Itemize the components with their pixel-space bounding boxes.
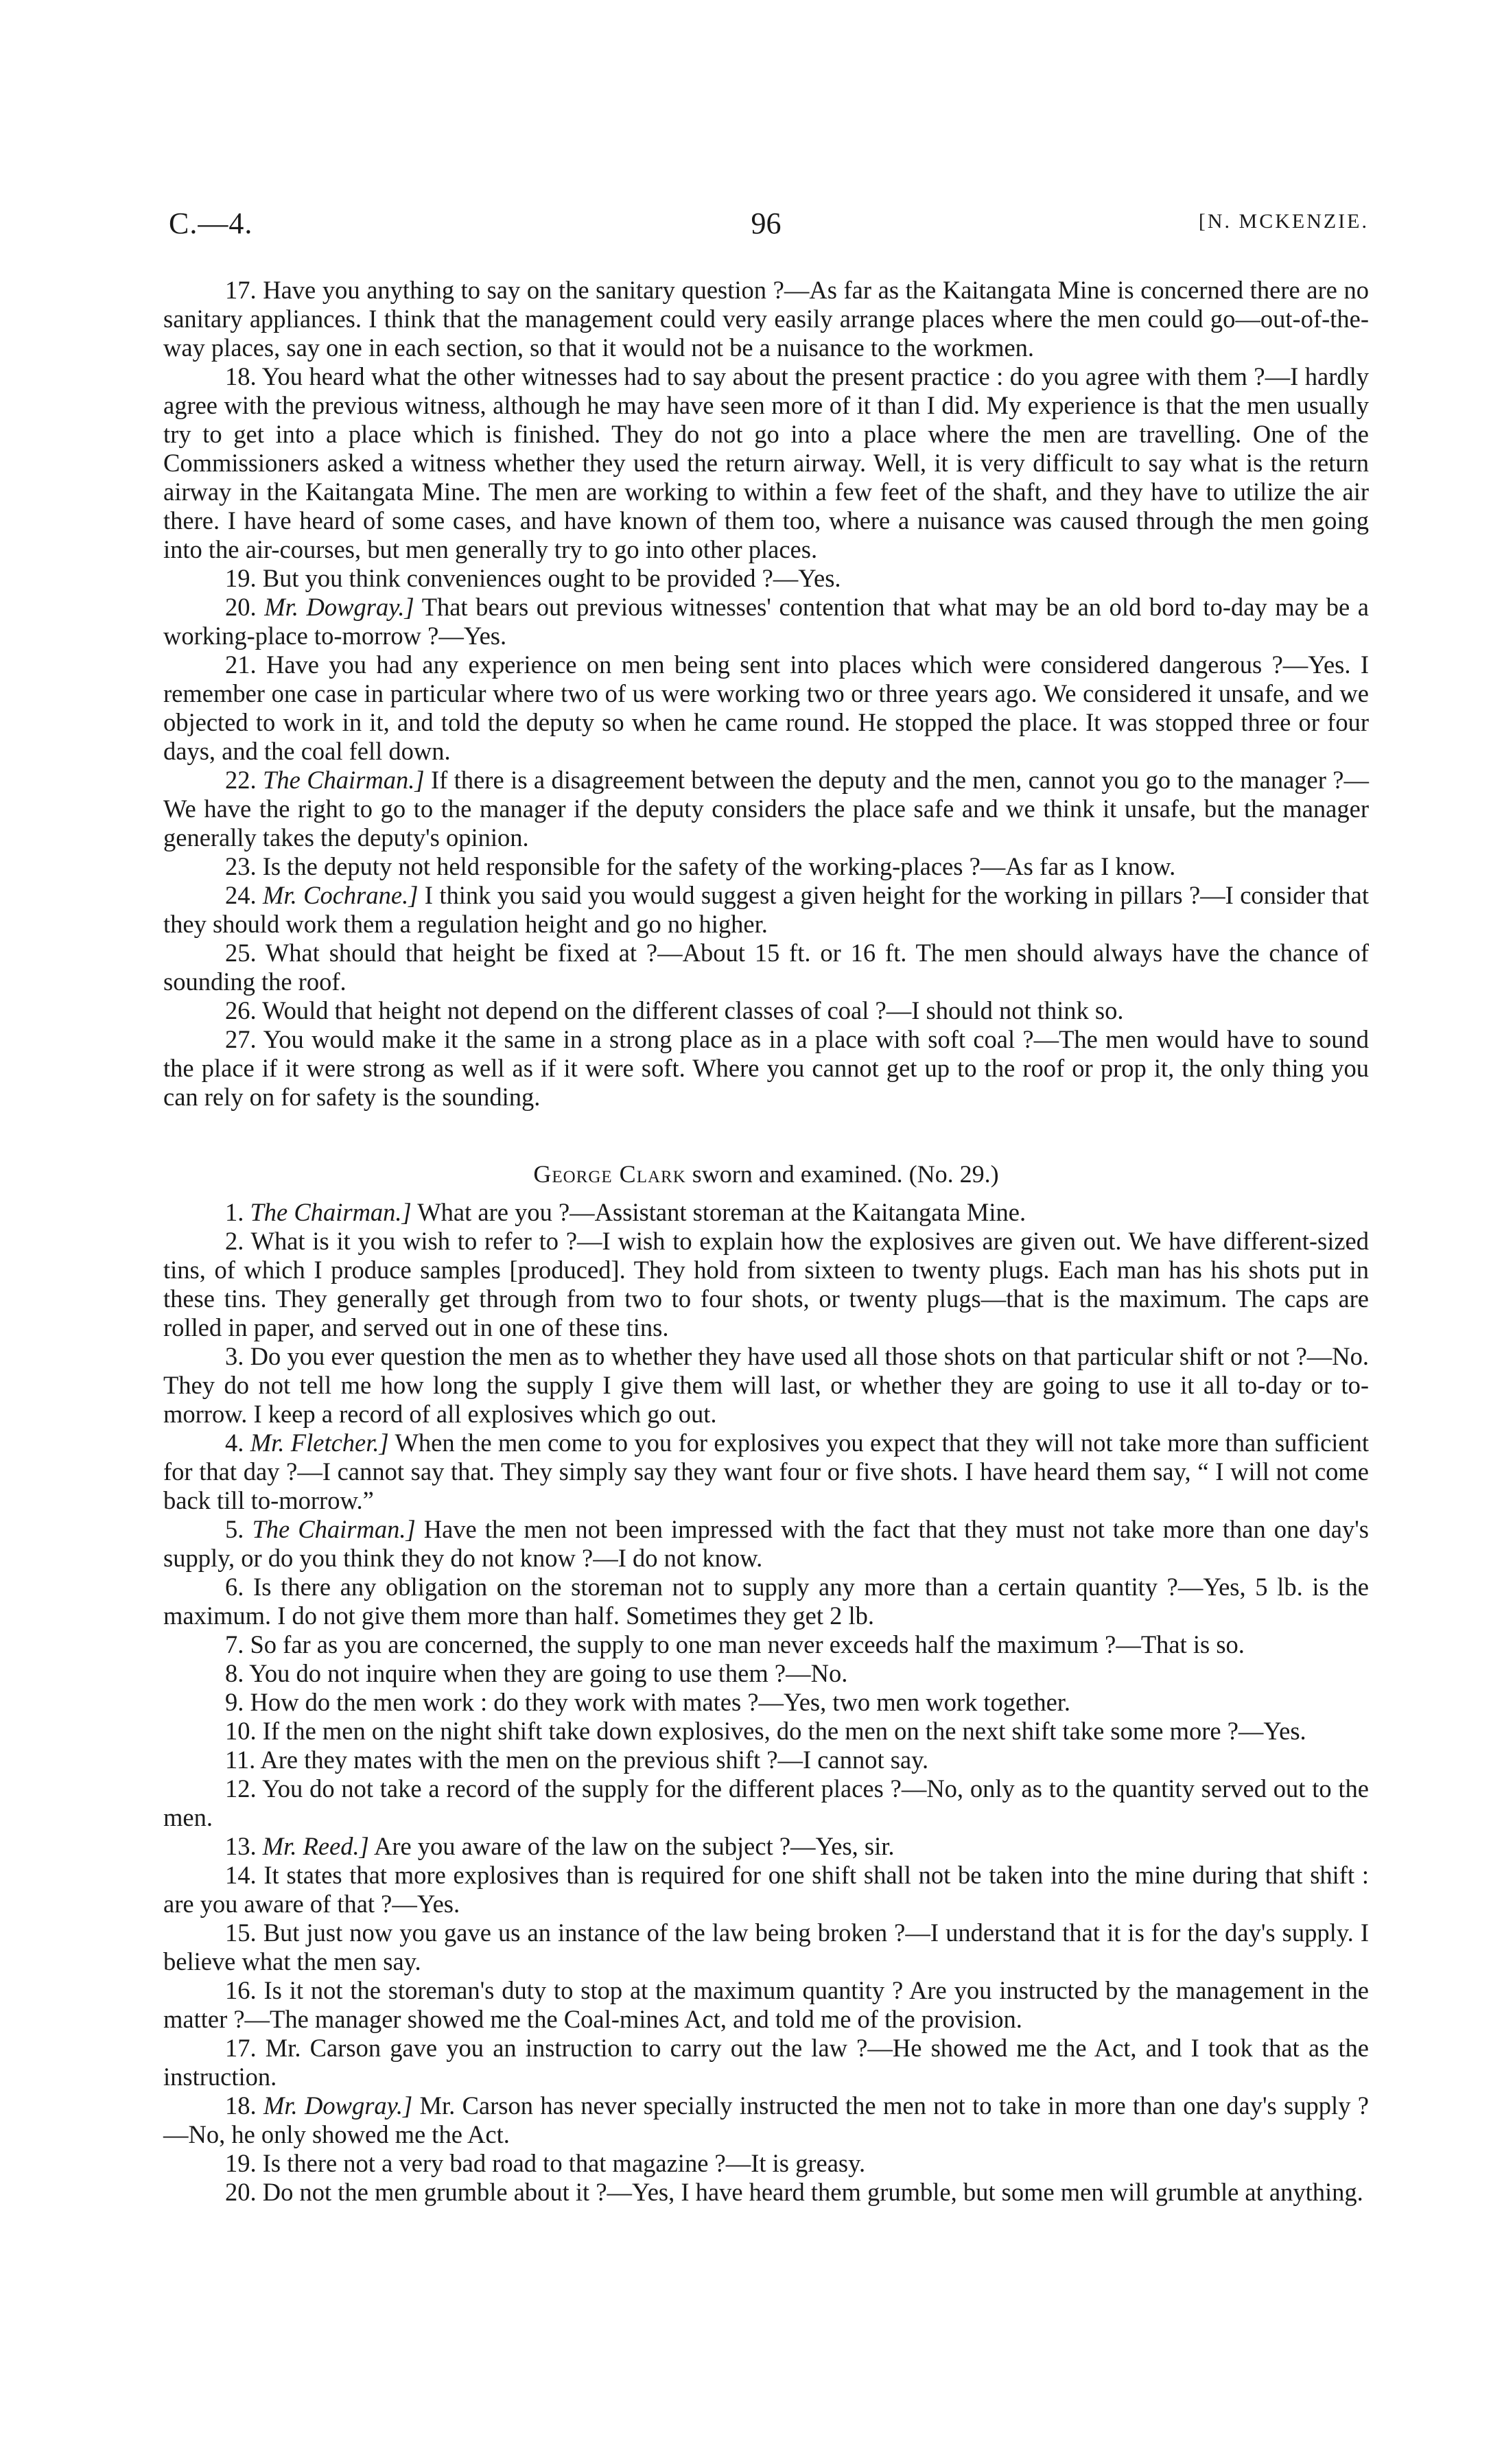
question-text: 8. You do not inquire when they are going to use them ?—No.	[225, 1659, 848, 1687]
question-paragraph	[163, 1573, 1369, 1630]
question-text: 3. Do you ever question the men as to whether they have used all those shots on that particular shift or not ?—No. They do not tell me how long the supply I give them will last, or whether they are going to use it all to-day or to-morrow. I keep a record of all explosives which go out.	[163, 1342, 1369, 1428]
question-text: I think you said you would suggest a given height for the working in pillars ?—I consider that they should work them a regulation height and go no higher.	[163, 881, 1370, 938]
section-heading	[163, 1160, 1369, 1188]
question-paragraph	[163, 2034, 1369, 2091]
question-paragraph	[163, 1688, 1369, 1717]
question-text: 27. You would make it the same in a strong place as in a place with soft coal ?—The men would have to sound the place if it were strong as well as if it were soft. Where you cannot get up to the roof or prop it, the only thing you can rely on for safety is the sounding.	[163, 1025, 1369, 1111]
question-text: 11. Are they mates with the men on the previous shift ?—I cannot say.	[225, 1746, 929, 1774]
question-text: 2. What is it you wish to refer to ?—I wish to explain how the explosives are given out. We have different-sized tins, of which I produce samples [produced]. They hold from sixteen to twenty plugs. Each man has his shots put in these tins. They generally get through from two to four shots, or twenty plugs—that is the maximum. The caps are rolled in paper, and served out in one of these tins.	[163, 1227, 1369, 1341]
question-paragraph	[163, 1919, 1369, 1976]
question-paragraph	[163, 1774, 1369, 1832]
question-text: What are you ?—Assistant storeman at the Kaitangata Mine.	[411, 1198, 1026, 1226]
question-text: 15. But just now you gave us an instance of the law being broken ?—I understand that it is for the day's supply. I believe what the men say.	[163, 1919, 1369, 1975]
question-paragraph	[163, 939, 1369, 996]
question-number: 24.	[225, 881, 257, 909]
question-text: 21. Have you had any experience on men being sent into places which were considered dangerous ?—Yes. I remember one case in particular where two of us were working two or three years ago. We considered it unsafe, and we objected to work in it, and told the deputy so when he came round. He stopped the place. It was stopped three or four days, and the coal fell down.	[163, 650, 1369, 765]
question-text: 10. If the men on the night shift take down explosives, do the men on the next shift take some more ?—Yes.	[225, 1717, 1306, 1745]
speaker-name: Mr. Fletcher.]	[250, 1429, 389, 1457]
question-paragraph	[163, 1630, 1369, 1659]
question-text: 6. Is there any obligation on the storeman not to supply any more than a certain quantity ?—Yes, 5 lb. is the maximum. I do not give them more than half. Sometimes they get 2 lb.	[163, 1573, 1369, 1630]
question-paragraph	[163, 1515, 1369, 1573]
question-text: 18. You heard what the other witnesses had to say about the present practice : do you agree with them ?—I hardly agree with the previous witness, although he may have seen more of it than I did. My experience is that the men usually try to get into a place which is finished. They do not go into a place where the men are travelling. One of the Commissioners asked a witness whether they used the return airway. Well, it is very difficult to say what is the return airway in the Kaitangata Mine. The men are working to within a few feet of the shaft, and they have to utilize the air there. I have heard of some cases, and have known of them too, where a nuisance was caused through the men going into the air-courses, but men generally try to go into other places.	[163, 362, 1369, 563]
question-number: 5.	[225, 1515, 244, 1543]
question-text: 16. Is it not the storeman's duty to stop at the maximum quantity ? Are you instructed by the management in the matter ?—The manager showed me the Coal-mines Act, and told me of the provision.	[163, 1976, 1369, 2033]
witness-name: [N. MCKENZIE.	[1198, 210, 1369, 233]
question-text: 25. What should that height be fixed at ?—About 15 ft. or 16 ft. The men should always have the chance of sounding the roof.	[163, 939, 1369, 996]
question-number: 1.	[225, 1198, 244, 1226]
question-text: Mr. Carson has never specially instructed the men not to take in more than one day's supply ?—No, he only showed me the Act.	[163, 2091, 1369, 2148]
witness-heading-rest: sworn and examined. (No. 29.)	[685, 1160, 999, 1188]
question-text: Have the men not been impressed with the fact that they must not take more than one day's supply, or do you think they do not know ?—I do not know.	[163, 1515, 1370, 1572]
question-text: When the men come to you for explosives you expect that they will not take more than sufficient for that day ?—I cannot say that. They simply say they want four or five shots. I have heard them say, “ I will not come back till to-morrow.”	[163, 1429, 1369, 1514]
question-paragraph	[163, 1832, 1369, 1861]
question-paragraph	[163, 1717, 1369, 1746]
question-paragraph	[163, 1025, 1369, 1112]
question-paragraph	[163, 2149, 1369, 2178]
speaker-name: The Chairman.]	[252, 1515, 416, 1543]
question-paragraph	[163, 362, 1369, 564]
speaker-name: The Chairman.]	[250, 1198, 412, 1226]
question-text: 7. So far as you are concerned, the supply to one man never exceeds half the maximum ?—That is so.	[225, 1630, 1245, 1658]
question-paragraph	[163, 1861, 1369, 1919]
question-paragraph	[163, 1227, 1369, 1342]
question-paragraph	[163, 1342, 1369, 1429]
page-number: 96	[751, 207, 782, 240]
question-paragraph	[163, 766, 1369, 852]
question-text: 19. But you think conveniences ought to be provided ?—Yes.	[225, 564, 841, 592]
question-paragraph	[163, 1976, 1369, 2034]
page-header	[163, 206, 1369, 247]
speaker-name: Mr. Dowgray.]	[263, 2091, 413, 2120]
question-text: 17. Have you anything to say on the sanitary question ?—As far as the Kaitangata Mine is concerned there are no sanitary appliances. I think that the management could very easily arrange places where the men could go—out-of-the-way places, say one in each section, so that it would not be a nuisance to the workmen.	[163, 276, 1369, 362]
question-text: 17. Mr. Carson gave you an instruction to carry out the law ?—He showed me the Act, and I took that as the instruction.	[163, 2034, 1369, 2091]
question-paragraph	[163, 593, 1369, 650]
question-number: 4.	[225, 1429, 244, 1457]
paper-reference: C.—4.	[169, 207, 253, 240]
speaker-name: Mr. Cochrane.]	[263, 881, 419, 909]
question-paragraph	[163, 650, 1369, 766]
question-number: 13.	[225, 1832, 257, 1860]
question-text: 26. Would that height not depend on the different classes of coal ?—I should not think so.	[225, 996, 1124, 1024]
speaker-name: Mr. Reed.]	[262, 1832, 369, 1860]
testimony-mckenzie	[163, 276, 1369, 1112]
question-text: 9. How do the men work : do they work with mates ?—Yes, two men work together.	[225, 1688, 1071, 1716]
document-body	[163, 276, 1369, 2207]
speaker-name: Mr. Dowgray.]	[264, 593, 414, 621]
question-text: 14. It states that more explosives than is required for one shift shall not be taken into the mine during that shift : are you aware of that ?—Yes.	[163, 1861, 1369, 1918]
question-text: 20. Do not the men grumble about it ?—Yes, I have heard them grumble, but some men will grumble at anything.	[225, 2178, 1363, 2206]
question-text: If there is a disagreement between the deputy and the men, cannot you go to the manager ?—We have the right to go to the manager if the deputy considers the place safe and we think it unsafe, but the manager generally takes the deputy's opinion.	[163, 766, 1369, 852]
question-text: 23. Is the deputy not held responsible for the safety of the working-places ?—As far as I know.	[225, 852, 1176, 880]
question-text: 19. Is there not a very bad road to that magazine ?—It is greasy.	[225, 2149, 866, 2177]
witness-heading-name: George Clark	[533, 1160, 686, 1188]
question-text: That bears out previous witnesses' contention that what may be an old bord to-day may be a working-place to-morrow ?—Yes.	[163, 593, 1370, 650]
question-paragraph	[163, 564, 1369, 593]
question-paragraph	[163, 2178, 1369, 2207]
question-paragraph	[163, 881, 1369, 939]
question-number: 22.	[225, 766, 257, 794]
question-paragraph	[163, 1429, 1369, 1515]
question-number: 18.	[225, 2091, 257, 2120]
question-paragraph	[163, 996, 1369, 1025]
question-text: Are you aware of the law on the subject ?—Yes, sir.	[368, 1832, 895, 1860]
testimony-clark	[163, 1198, 1369, 2207]
question-paragraph	[163, 276, 1369, 362]
question-text: 12. You do not take a record of the supply for the different places ?—No, only as to the quantity served out to the men.	[163, 1774, 1369, 1831]
question-paragraph	[163, 1659, 1369, 1688]
question-paragraph	[163, 1198, 1369, 1227]
question-number: 20.	[225, 593, 257, 621]
question-paragraph	[163, 852, 1369, 881]
speaker-name: The Chairman.]	[263, 766, 425, 794]
question-paragraph	[163, 1746, 1369, 1774]
question-paragraph	[163, 2091, 1369, 2149]
